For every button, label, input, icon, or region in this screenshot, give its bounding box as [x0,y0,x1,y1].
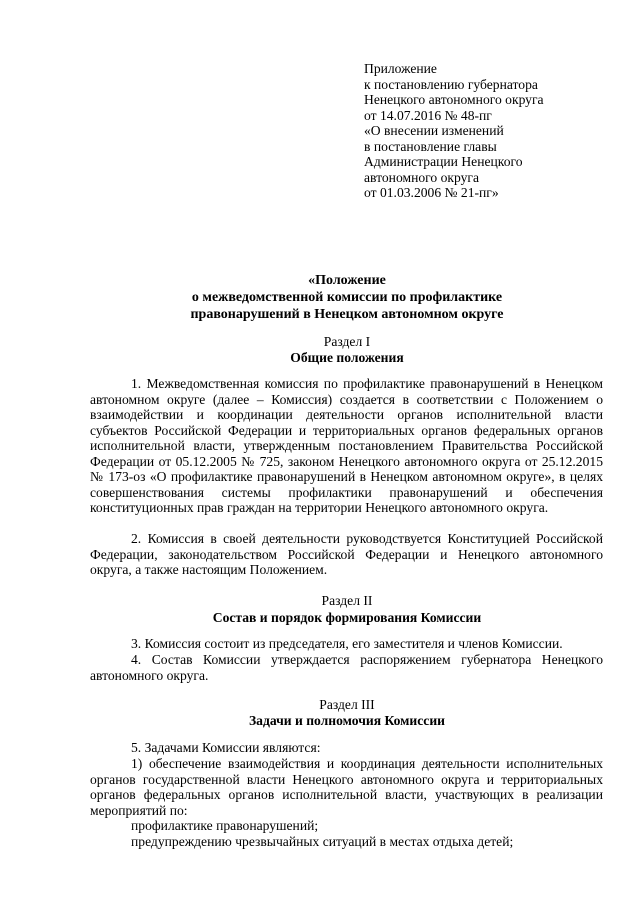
section-title: Состав и порядок формирования Комиссии [212,610,482,625]
attachment-block [364,61,614,201]
document-title-line: «Положение [308,273,386,288]
list-item: предупреждению чрезвычайных ситуаций в местах отдыха детей; [131,834,514,849]
section-label: Раздел I [323,334,371,349]
document-title [90,272,604,323]
attachment-line: от 01.03.2006 № 21-пг» [364,185,499,200]
document-title-line: правонарушений в Ненецком автономном округе [190,307,504,322]
section-label: Раздел II [321,593,373,608]
paragraph: 1) обеспечение взаимодействия и координация деятельности исполнительных органов государственной власти Ненецкого автономного округа и территориальных органов федеральных органов исполнительной власти, участвующих в реализации мероприятий по: [90,756,603,818]
attachment-line: к постановлению губернатора [364,76,538,92]
attachment-line: от 14.07.2016 № 48-пг [364,107,492,123]
attachment-line: автономного округа [364,169,480,185]
paragraph: 3. Комиссия состоит из председателя, его заместителя и членов Комиссии. [131,636,563,651]
paragraph: 5. Задачами Комиссии являются: [131,740,321,755]
paragraph: 4. Состав Комиссии утверждается распоряжением губернатора Ненецкого автономного округа. [90,652,603,683]
paragraph: 2. Комиссия в своей деятельности руководствуется Конституцией Российской Федерации, законодательством Российской Федерации и Ненецкого автономного округа, а также настоящим Положением. [90,531,603,577]
attachment-line: Администрации Ненецкого [364,154,523,169]
section-title: Общие положения [290,350,404,365]
attachment-line: «О внесении изменений [364,123,504,138]
paragraph: 1. Межведомственная комиссия по профилактике правонарушений в Ненецком автономном округе (далее – Комиссия) создается в соответствии с Положением о взаимодействии и координации деятельности органов исполнительной власти субъектов Российской Федерации и территориальных органов федеральных органов исполнительной власти, утвержденным постановлением Правительства Российской Федерации от 05.12.2005 № 725, законом Ненецкого автономного округа от 25.12.2015 № 173-оз «О профилактике правонарушений в Ненецком автономном округе», в целях совершенствования системы профилактики правонарушений и обеспечения конституционных прав граждан на территории Ненецкого автономного округа. [90,376,603,515]
attachment-line: Приложение [364,61,437,76]
section-label: Раздел III [319,697,375,712]
attachment-line: Ненецкого автономного округа [364,92,544,107]
attachment-line: в постановление главы [364,138,497,154]
section-title: Задачи и полномочия Комиссии [249,713,445,728]
document-title-line: о межведомственной комиссии по профилактике [191,290,503,305]
list-item: профилактике правонарушений; [131,818,319,833]
